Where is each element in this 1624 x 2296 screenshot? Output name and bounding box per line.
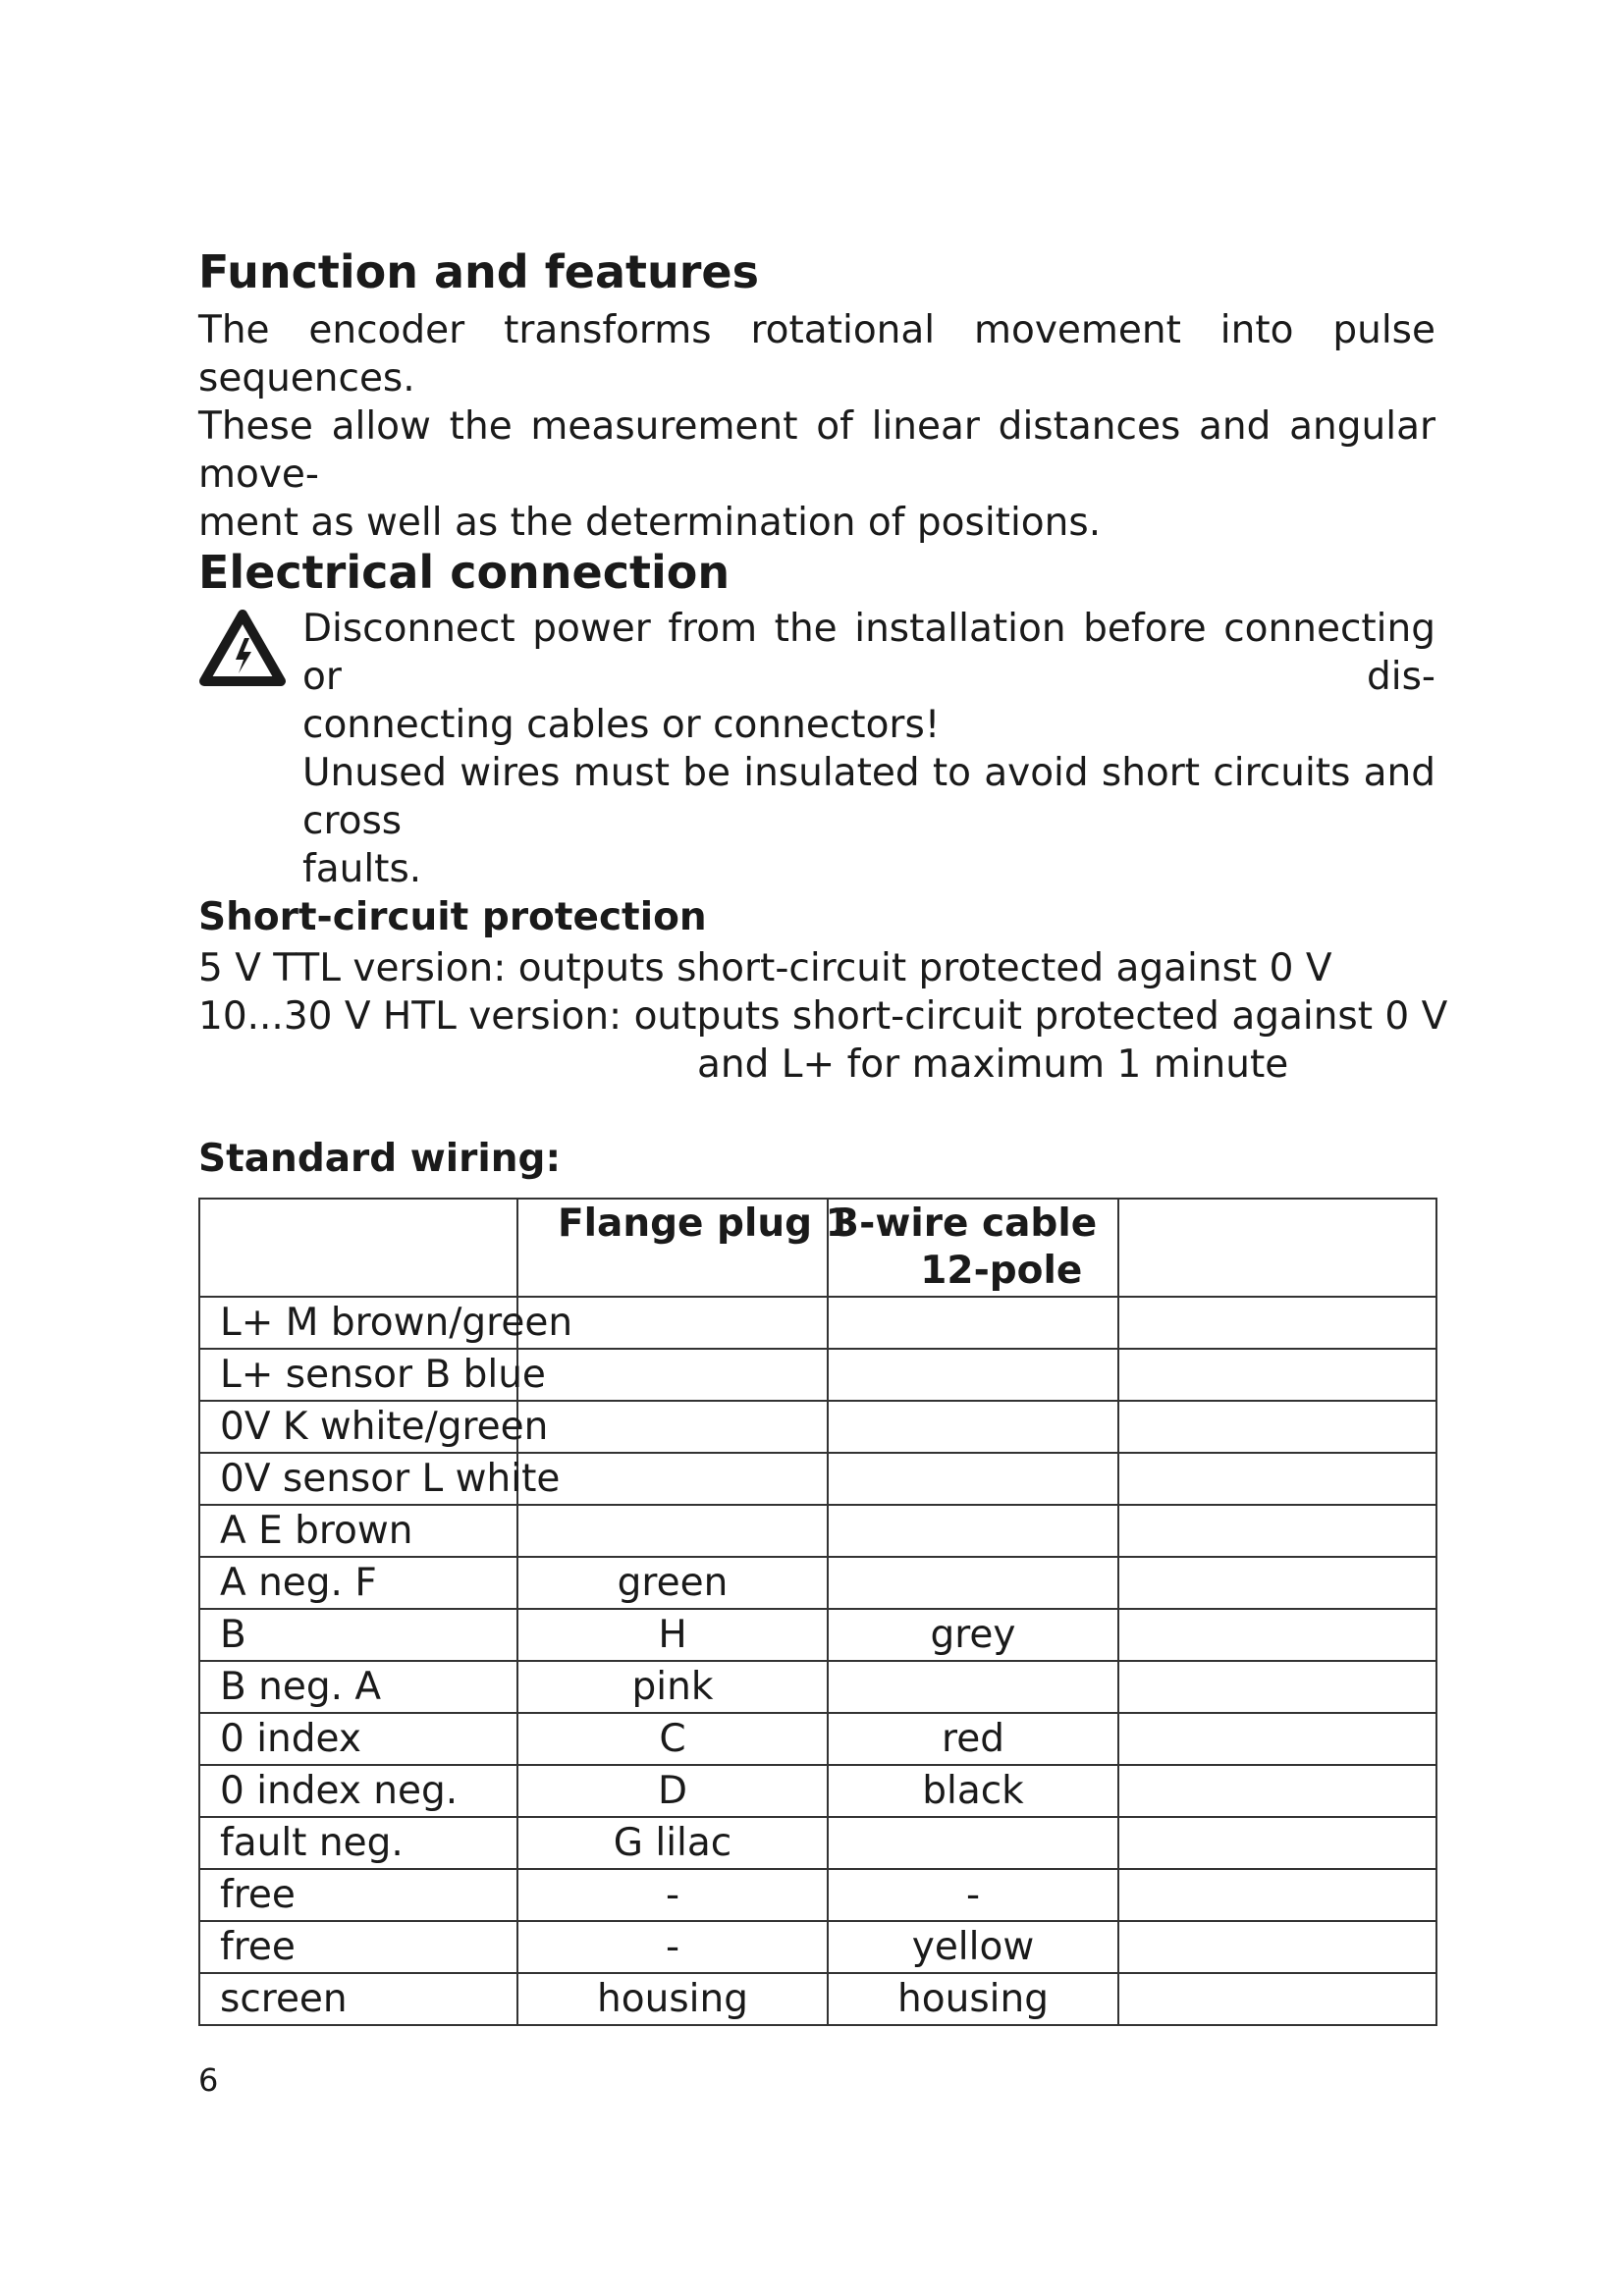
table-header-row [199, 1199, 1436, 1297]
signal-cell [199, 1401, 549, 1453]
signal-label: 0V K white/green [220, 1405, 549, 1449]
empty-cell [1118, 1661, 1436, 1713]
text-line: ment as well as the determination of positions. [198, 501, 1102, 545]
signal-cell [199, 1661, 517, 1713]
flange-plug-cell: G lilac [517, 1817, 828, 1869]
cable-cell [828, 1505, 1118, 1557]
cable-cell [828, 1297, 1118, 1349]
text-line: 10...30 V HTL version: outputs short-circuit protected against 0 V [198, 994, 1448, 1039]
table-row [199, 1713, 1436, 1765]
table-row [199, 1973, 1436, 2025]
cable-cell: grey [828, 1609, 1118, 1661]
signal-label: B [220, 1613, 246, 1657]
text-line: 5 V TTL version: outputs short-circuit protected against 0 V [198, 946, 1332, 990]
flange-plug-cell [517, 1505, 828, 1557]
empty-cell [1118, 1297, 1436, 1349]
text-line: Disconnect power from the installation before connecting or dis- [302, 607, 1435, 699]
signal-label: L+ sensor B blue [220, 1353, 546, 1397]
signal-cell [199, 1505, 517, 1557]
header-flange-plug: Flange plug 1 [558, 1201, 852, 1246]
flange-plug-cell [517, 1401, 828, 1453]
empty-cell [1118, 1973, 1436, 2025]
cable-cell: housing [828, 1973, 1118, 2025]
signal-label: A neg. F [220, 1561, 377, 1605]
electrical-connection-title: Electrical connection [198, 546, 731, 599]
table-row [199, 1349, 1436, 1401]
signal-cell [199, 1557, 517, 1609]
table-header-cell [199, 1199, 517, 1297]
cable-cell [828, 1817, 1118, 1869]
text-line: The encoder transforms rotational movement into pulse sequences. [198, 308, 1435, 400]
table-row [199, 1505, 1436, 1557]
short-circuit-text [198, 944, 1448, 1089]
signal-cell [199, 1869, 517, 1921]
text-line: Unused wires must be insulated to avoid short circuits and cross [302, 751, 1435, 843]
empty-cell [1118, 1713, 1436, 1765]
short-circuit-title: Short-circuit protection [198, 895, 707, 939]
cable-cell: red [828, 1713, 1118, 1765]
function-features-text [198, 306, 1435, 547]
table-row [199, 1869, 1436, 1921]
table-row [199, 1453, 1436, 1505]
cable-cell [828, 1453, 1118, 1505]
signal-label: L+ M brown/green [220, 1301, 573, 1345]
standard-wiring-title: Standard wiring: [198, 1137, 562, 1181]
text-line: faults. [302, 847, 422, 891]
flange-plug-cell: C [517, 1713, 828, 1765]
empty-cell [1118, 1921, 1436, 1973]
table-row [199, 1765, 1436, 1817]
cable-cell [828, 1349, 1118, 1401]
signal-cell [199, 1921, 517, 1973]
signal-cell [199, 1817, 517, 1869]
signal-label: B neg. A [220, 1665, 382, 1709]
text-line: and L+ for maximum 1 minute [697, 1042, 1289, 1087]
cable-cell [828, 1557, 1118, 1609]
signal-label: fault neg. [220, 1821, 404, 1865]
high-voltage-warning-icon [198, 609, 287, 689]
table-row [199, 1661, 1436, 1713]
empty-cell [1118, 1401, 1436, 1453]
flange-plug-cell: housing [517, 1973, 828, 2025]
flange-plug-cell [517, 1453, 828, 1505]
signal-label: A E brown [220, 1509, 413, 1553]
function-features-title: Function and features [198, 245, 760, 298]
table-row [199, 1401, 1436, 1453]
page-number: 6 [198, 2061, 219, 2099]
table-row [199, 1609, 1436, 1661]
signal-label: 0 index neg. [220, 1769, 459, 1813]
signal-label: free [220, 1925, 296, 1969]
cable-cell [828, 1661, 1118, 1713]
header-wire-cable: 3-wire cable [833, 1201, 1098, 1246]
signal-label: free [220, 1873, 296, 1917]
cable-cell: - [828, 1869, 1118, 1921]
text-line: These allow the measurement of linear distances and angular move- [198, 404, 1435, 497]
header-12-pole: 12-pole [920, 1249, 1083, 1293]
signal-label: 0V sensor L white [220, 1457, 561, 1501]
table-row [199, 1921, 1436, 1973]
empty-cell [1118, 1453, 1436, 1505]
flange-plug-cell: D [517, 1765, 828, 1817]
empty-cell [1118, 1765, 1436, 1817]
empty-cell [1118, 1609, 1436, 1661]
signal-cell [199, 1349, 546, 1401]
text-line: connecting cables or connectors! [302, 703, 941, 747]
flange-plug-cell [517, 1349, 828, 1401]
cable-cell [828, 1401, 1118, 1453]
signal-label: screen [220, 1977, 348, 2021]
wiring-table [198, 1198, 1437, 2026]
signal-cell [199, 1765, 517, 1817]
table-row [199, 1557, 1436, 1609]
empty-cell [1118, 1817, 1436, 1869]
signal-cell [199, 1713, 517, 1765]
signal-label: 0 index [220, 1717, 361, 1761]
table-row [199, 1817, 1436, 1869]
flange-plug-cell: - [517, 1869, 828, 1921]
cable-cell: black [828, 1765, 1118, 1817]
signal-cell [199, 1973, 517, 2025]
warning-text [302, 605, 1435, 893]
empty-cell [1118, 1349, 1436, 1401]
flange-plug-cell: pink [517, 1661, 828, 1713]
flange-plug-cell: - [517, 1921, 828, 1973]
flange-plug-cell: green [517, 1557, 828, 1609]
empty-cell [1118, 1557, 1436, 1609]
signal-cell [199, 1453, 561, 1505]
signal-cell [199, 1297, 573, 1349]
cable-cell: yellow [828, 1921, 1118, 1973]
signal-cell [199, 1609, 517, 1661]
empty-cell [1118, 1869, 1436, 1921]
flange-plug-cell: H [517, 1609, 828, 1661]
table-header-cell [1118, 1199, 1436, 1297]
table-row [199, 1297, 1436, 1349]
empty-cell [1118, 1505, 1436, 1557]
